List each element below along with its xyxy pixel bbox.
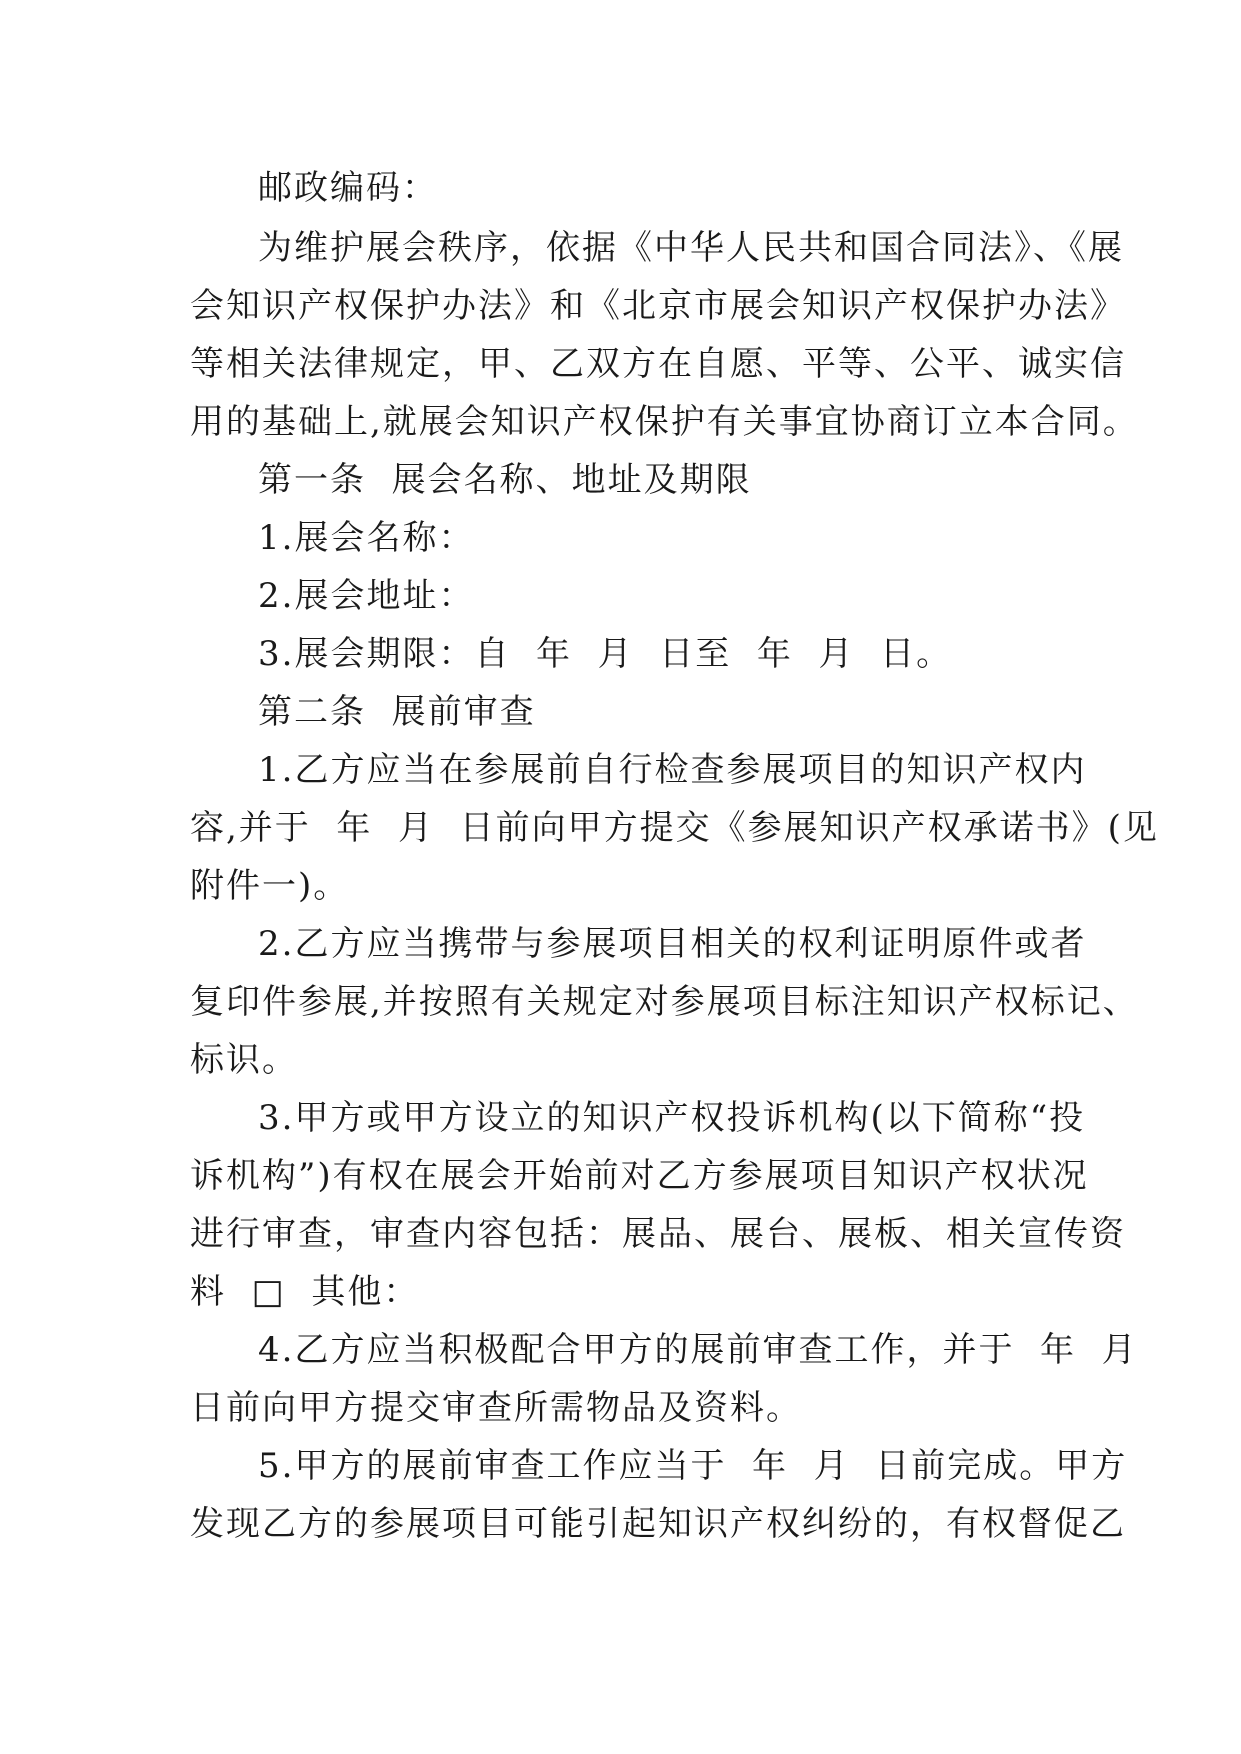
clause-2-3-line-2: 诉机构”)有权在展会开始前对乙方参展项目知识产权状况 bbox=[190, 1156, 1089, 1196]
clause-2-4-line-1: 4.乙方应当积极配合甲方的展前审查工作，并于 年 月 bbox=[258, 1330, 1138, 1370]
exhibition-address-line: 2.展会地址： bbox=[258, 576, 475, 616]
clause-2-5-line-1: 5.甲方的展前审查工作应当于 年 月 日前完成。甲方 bbox=[258, 1446, 1128, 1486]
clause-2-4-line-2: 日前向甲方提交审查所需物品及资料。 bbox=[190, 1388, 802, 1428]
preamble-line-2: 会知识产权保护办法》和《北京市展会知识产权保护办法》 bbox=[190, 286, 1126, 326]
clause-2-1-line-2: 容,并于 年 月 日前向甲方提交《参展知识产权承诺书》(见 bbox=[190, 808, 1159, 848]
exhibition-period-line: 3.展会期限：自 年 月 日至 年 月 日。 bbox=[258, 634, 953, 674]
clause-2-3-line-1: 3.甲方或甲方设立的知识产权投诉机构(以下简称“投 bbox=[258, 1098, 1086, 1138]
clause-2-5-line-2: 发现乙方的参展项目可能引起知识产权纠纷的，有权督促乙 bbox=[190, 1504, 1126, 1544]
article-2-heading: 第二条 展前审查 bbox=[258, 692, 536, 732]
article-1-heading: 第一条 展会名称、地址及期限 bbox=[258, 460, 752, 500]
clause-2-2-line-3: 标识。 bbox=[190, 1040, 298, 1080]
exhibition-name-line: 1.展会名称： bbox=[258, 518, 475, 558]
postal-code-line: 邮政编码： bbox=[258, 168, 438, 208]
clause-2-3-line-4: 料 □ 其他： bbox=[190, 1272, 420, 1312]
clause-2-3-line-3: 进行审查，审查内容包括：展品、展台、展板、相关宣传资 bbox=[190, 1214, 1126, 1254]
preamble-line-4: 用的基础上,就展会知识产权保护有关事宜协商订立本合同。 bbox=[190, 402, 1139, 442]
preamble-line-3: 等相关法律规定，甲、乙双方在自愿、平等、公平、诚实信 bbox=[190, 344, 1126, 384]
clause-2-2-line-1: 2.乙方应当携带与参展项目相关的权利证明原件或者 bbox=[258, 924, 1087, 964]
clause-2-1-line-3: 附件一)。 bbox=[190, 866, 350, 906]
preamble-line-1: 为维护展会秩序，依据《中华人民共和国合同法》、《展 bbox=[258, 228, 1124, 268]
clause-2-2-line-2: 复印件参展,并按照有关规定对参展项目标注知识产权标记、 bbox=[190, 982, 1139, 1022]
clause-2-1-line-1: 1.乙方应当在参展前自行检查参展项目的知识产权内 bbox=[258, 750, 1087, 790]
